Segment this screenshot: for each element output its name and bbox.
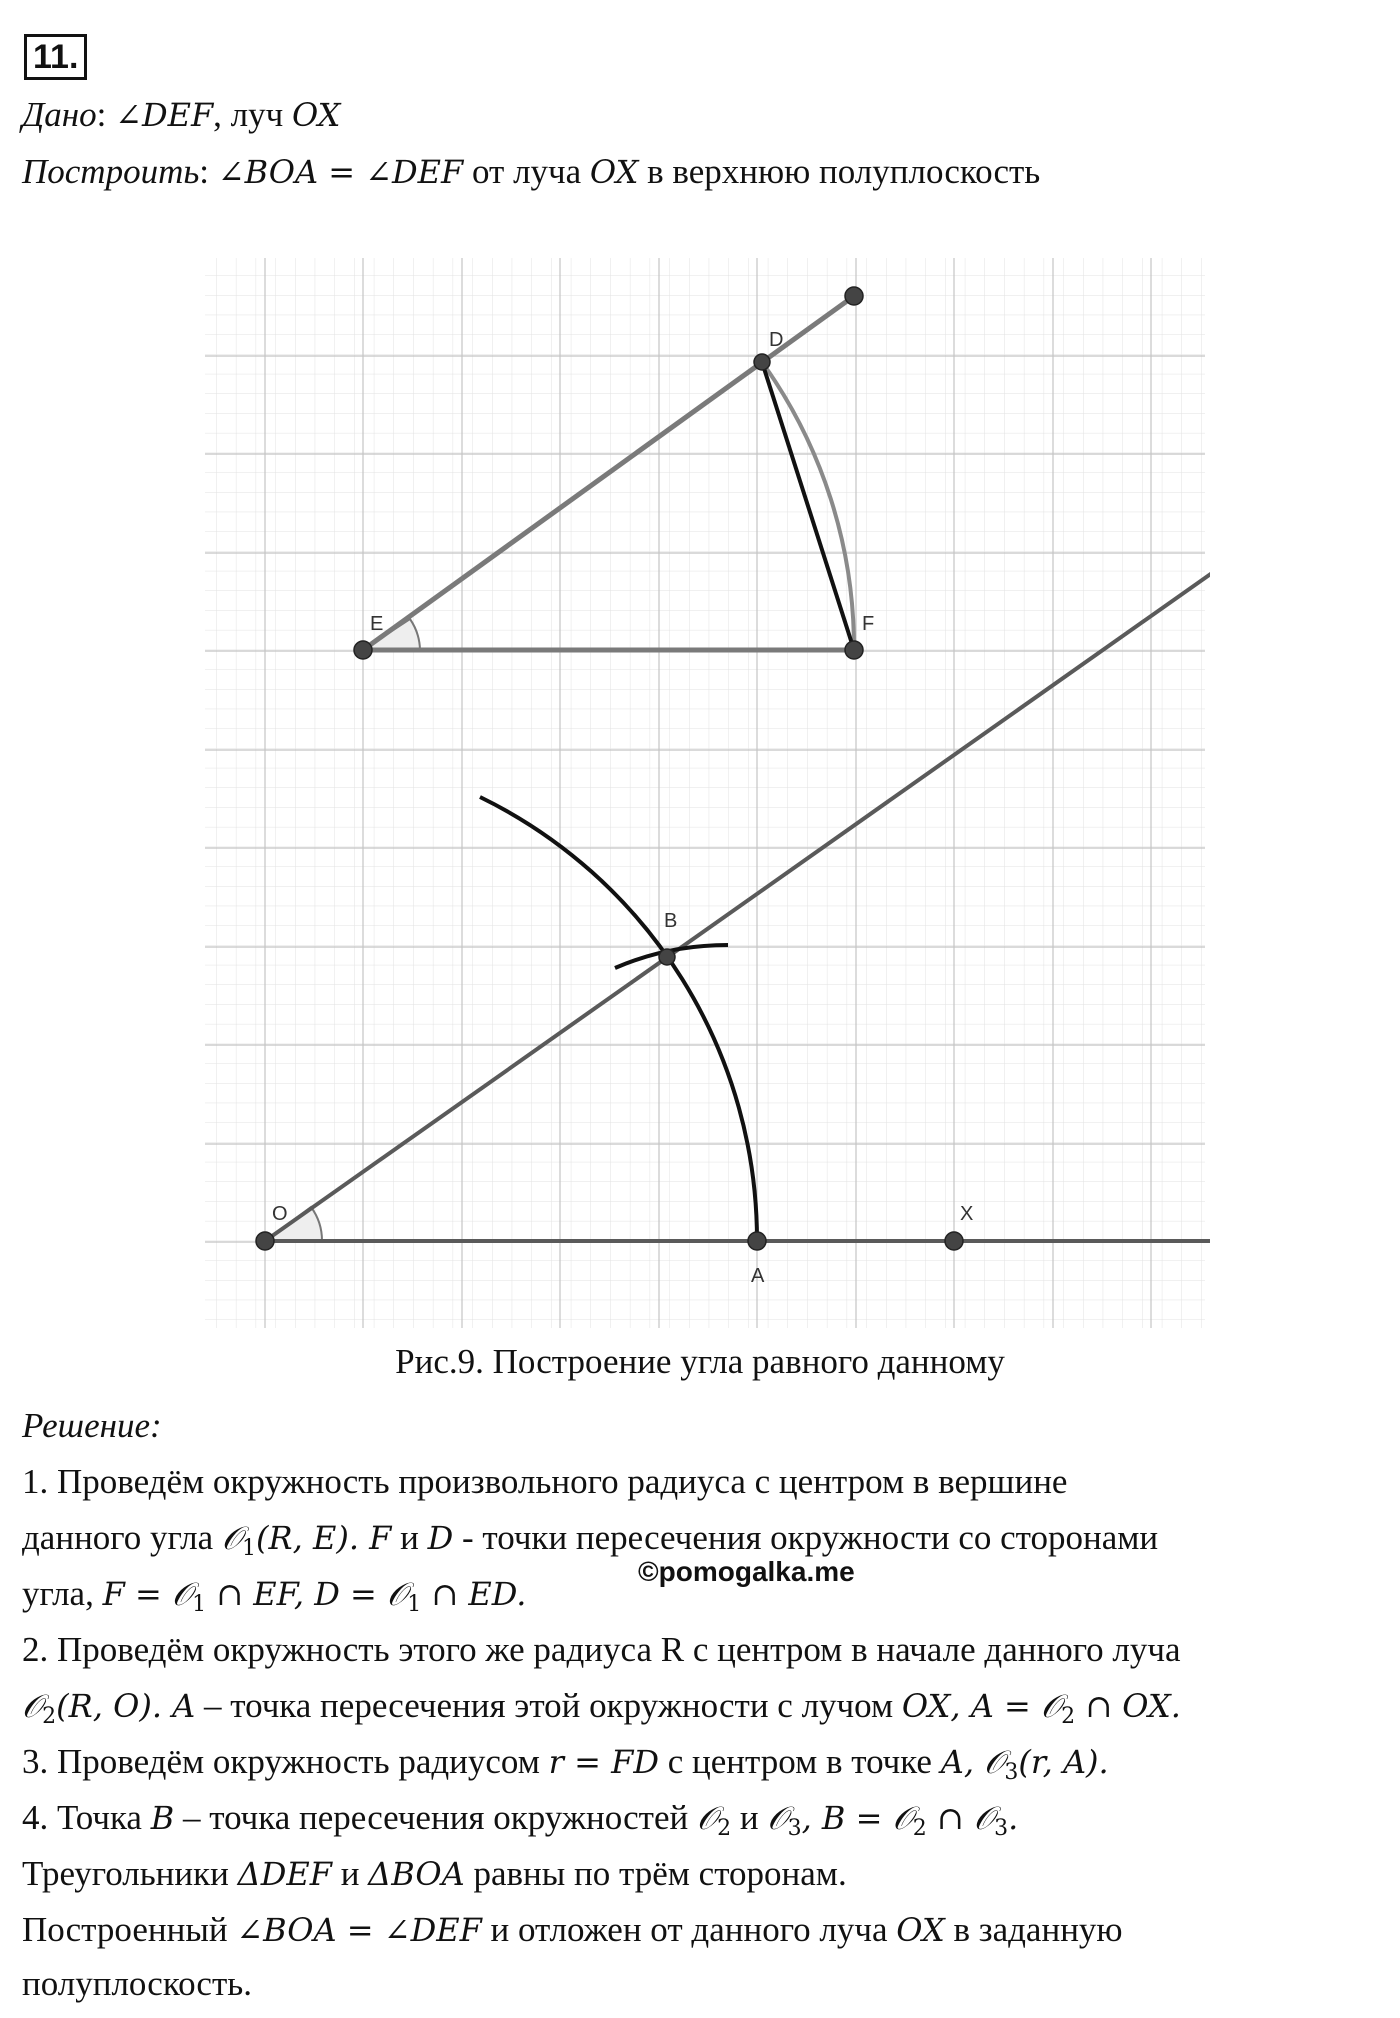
step4-B: B: [150, 1799, 175, 1837]
concl-f: ∠BOA = ∠DEF: [236, 1911, 482, 1949]
tri-t2: ΔBOA: [368, 1855, 465, 1893]
solution-label-text: Решение: [22, 1406, 151, 1445]
step4-sub3: 3: [787, 1816, 802, 1841]
step2-formula: [901, 1687, 1181, 1729]
step1-cf: F = 𝒪: [102, 1575, 193, 1613]
given-label: Дано: [22, 95, 97, 134]
step4-sub2: 2: [717, 1816, 732, 1841]
step2-f: OX, A = 𝒪: [901, 1687, 1062, 1725]
step2-end: ∩ OX.: [1075, 1687, 1181, 1725]
step1-csub2: 1: [407, 1592, 422, 1617]
step1-args: (R, E).: [256, 1519, 370, 1557]
label-D: D: [769, 329, 784, 351]
construct-expr: ∠BOA = ∠DEF: [217, 153, 464, 191]
tri-t1: ΔDEF: [237, 1855, 332, 1893]
watermark: ©pomogalka.me: [638, 1556, 855, 1587]
step3-sub: 3: [1004, 1760, 1019, 1785]
step2-line1: 2. Проведём окружность этого же радиуса R с центром в начале данного луча: [22, 1630, 1181, 1669]
tri-end: равны по трём сторонам.: [464, 1854, 847, 1893]
given-line: Дано: ∠DEF, луч OX: [22, 95, 341, 134]
given-sep: ,: [213, 95, 231, 134]
step1-D: D: [427, 1519, 454, 1557]
figure-caption: Рис.9. Построение угла равного данному: [395, 1342, 1005, 1381]
construct-from-ray: от луча: [471, 152, 582, 191]
step1-sub: 1: [242, 1536, 257, 1561]
construct-line: Построить: ∠BOA = ∠DEF от луча OX в верхнюю полуплоскость: [22, 152, 1041, 191]
point-E: [354, 641, 372, 659]
construct-tail: в верхнюю полуплоскость: [647, 152, 1041, 191]
step4-c3: 𝒪: [767, 1799, 788, 1837]
step1-F: F: [369, 1519, 392, 1557]
concl-a: Построенный: [22, 1910, 237, 1949]
step2-A: A: [172, 1687, 196, 1725]
label-O: O: [272, 1203, 288, 1225]
step1-tail: - точки пересечения окружности со сторонами: [453, 1518, 1159, 1557]
tri-a: Треугольники: [22, 1854, 238, 1893]
step4-c2: 𝒪: [696, 1799, 718, 1837]
step4-formula: [696, 1799, 732, 1841]
step2-sub2: 2: [1061, 1704, 1076, 1729]
conclusion-line2: полуплоскость.: [22, 1964, 252, 2003]
step3-f: A, 𝒪: [940, 1743, 1005, 1781]
step2-text: – точка пересечения этой окружности с лучом: [195, 1686, 902, 1725]
triangles-line: [22, 1852, 847, 1896]
label-X: X: [960, 1203, 974, 1225]
label-F: F: [862, 613, 875, 635]
concl-end: в заданную: [944, 1910, 1123, 1949]
step4-and: и: [731, 1798, 768, 1837]
step1-line3: [22, 1572, 526, 1627]
step2-args: (R, O).: [56, 1687, 173, 1725]
step3-r: r = FD: [548, 1743, 659, 1781]
concl-mid: и отложен от данного луча: [481, 1910, 897, 1949]
given-angle: ∠DEF: [115, 96, 214, 134]
grid: [205, 258, 1205, 1328]
point-O: [256, 1232, 274, 1250]
step4-line: [22, 1796, 1018, 1851]
step3-end: (r, A).: [1018, 1743, 1109, 1781]
step4-sub5: 3: [994, 1816, 1009, 1841]
step3-mid: с центром в точке: [658, 1742, 941, 1781]
circle-O2: [22, 1687, 196, 1729]
construct-ray: OX: [589, 153, 639, 191]
step1-c1: угла,: [22, 1574, 103, 1613]
step2-circle: 𝒪: [22, 1687, 43, 1725]
step1-csub1: 1: [192, 1592, 207, 1617]
step3-line: [22, 1740, 1109, 1795]
point-D: [754, 354, 770, 370]
point-A: [748, 1232, 766, 1250]
problem-number: 11.: [24, 34, 87, 80]
given-ray-word: луч: [230, 95, 284, 134]
circle-O1: [221, 1519, 370, 1561]
step1-and: и: [391, 1518, 428, 1557]
step1-b1: данного угла: [22, 1518, 222, 1557]
label-E: E: [370, 613, 384, 635]
step4-formula2: [767, 1799, 1019, 1841]
step2-sub: 2: [42, 1704, 57, 1729]
step3-formula: [940, 1743, 1109, 1785]
tri-and: и: [331, 1854, 369, 1893]
step1-cmid: ∩ EF, D = 𝒪: [206, 1575, 408, 1613]
step4-mid: ∩ 𝒪: [926, 1799, 995, 1837]
step1-cend: ∩ ED.: [421, 1575, 527, 1613]
conclusion-line1: [22, 1908, 1123, 1952]
step2-line2: [22, 1684, 1181, 1739]
construct-label: Построить: [22, 152, 200, 191]
point-B: [659, 949, 675, 965]
step1-line2: [22, 1516, 1158, 1571]
step4-sub4: 2: [912, 1816, 927, 1841]
point-X: [945, 1232, 963, 1250]
step4-end: .: [1008, 1799, 1019, 1837]
construction-figure: [200, 255, 1210, 1333]
step1-circle: 𝒪: [221, 1519, 243, 1557]
point-end: [845, 287, 863, 305]
label-B: B: [664, 910, 678, 932]
label-A: A: [751, 1265, 765, 1287]
step4-f: , B = 𝒪: [801, 1799, 913, 1837]
given-ray: OX: [291, 96, 341, 134]
step4-a: 4. Точка: [22, 1798, 151, 1837]
step1-formula: [102, 1575, 527, 1617]
step1-line1: 1. Проведём окружность произвольного радиуса с центром в вершине: [22, 1462, 1068, 1501]
step3-a: 3. Проведём окружность радиусом: [22, 1742, 549, 1781]
solution-label: Решение:: [22, 1406, 162, 1445]
concl-ray: OX: [896, 1911, 945, 1949]
step4-text: – точка пересечения окружностей: [174, 1798, 697, 1837]
point-F: [845, 641, 863, 659]
